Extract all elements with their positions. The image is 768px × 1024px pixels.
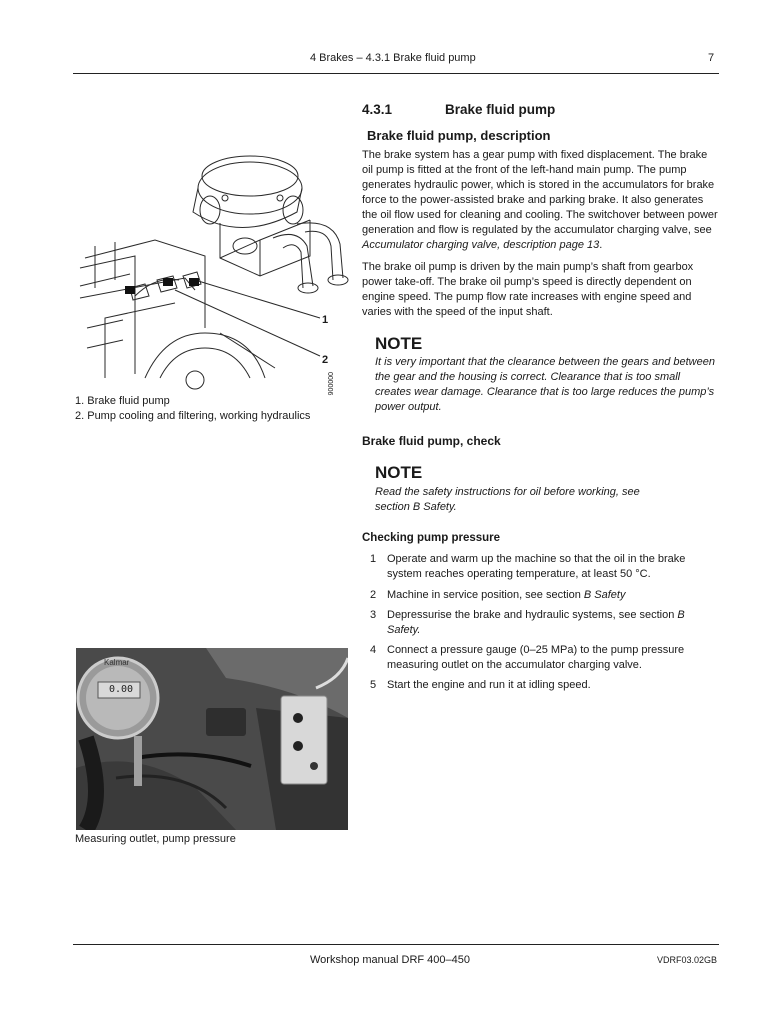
figure-id: 000006 [326, 372, 333, 396]
note2-title: NOTE [375, 463, 423, 482]
step-1 [370, 552, 718, 584]
gauge-display: 0.00 [109, 684, 134, 695]
step-1-text: Operate and warm up the machine so that the oil in the brake system reaches operating temperature, at least 50 °C. [387, 553, 686, 580]
section-title: Brake fluid pump [445, 102, 556, 117]
footer-rule [73, 944, 719, 945]
step-3-text-wrap [387, 608, 687, 638]
note1-title: NOTE [375, 334, 423, 353]
footer-title: Workshop manual DRF 400–450 [310, 954, 470, 966]
section-number: 4.3.1 [362, 102, 393, 117]
step-5 [370, 678, 718, 694]
step-2-ref[interactable]: B Safety [583, 589, 626, 601]
step-5-number: 5 [370, 679, 377, 691]
description-para-2: The brake oil pump is driven by the main pump’s shaft from gearbox power take-off. The brake oil pump’s speed is directly dependent on engine speed. The pump flow rate increases with engine speed and varies with the speed of the input shaft. [362, 261, 694, 318]
step-2-number: 2 [370, 589, 377, 601]
step-5-text: Start the engine and run it at idling speed. [387, 679, 591, 691]
step-1-number: 1 [370, 553, 377, 565]
header-section-path: 4 Brakes – 4.3.1 Brake fluid pump [310, 52, 476, 64]
description-heading: Brake fluid pump, description [367, 128, 551, 143]
pressure-heading: Checking pump pressure [362, 532, 501, 544]
step-3-number: 3 [370, 609, 377, 621]
pressure-gauge-photo [76, 648, 348, 830]
description-para-1-end: . [599, 239, 603, 251]
brake-pump-illustration [75, 128, 350, 396]
step-4-number: 4 [370, 644, 377, 656]
callout-2: 2 [322, 354, 329, 366]
step-2-text-wrap [387, 588, 717, 603]
step-3-ref[interactable]: B Safety. [387, 609, 685, 636]
step-3 [370, 608, 718, 640]
step-3-text: Depressurise the brake and hydraulic systems, see section [387, 609, 678, 621]
description-para-1-text: The brake system has a gear pump with fixed displacement. The brake oil pump is fitted at the front of the left-hand main pump. The pump generates hydraulic power, which is stored in the accumulators for brake force to the power-assisted brake and parking brake. It also generates the oil flow used for cleaning and cooling. The switchover between power generation and flow is regulated by the accumulator charging valve, see [362, 149, 718, 236]
step-2 [370, 588, 718, 604]
note1-text: It is very important that the clearance between the gears and between the gear and the housing is correct. Clearance that is too small creates wear damage. Clearance that is too large reduces the pump’s power output. [375, 356, 715, 413]
figure1-caption-2: 2. Pump cooling and filtering, working hydraulics [75, 410, 311, 422]
step-4-text: Connect a pressure gauge (0–25 MPa) to the pump pressure measuring outlet on the accumulator charging valve. [387, 644, 685, 671]
description-para-1-ref[interactable]: Accumulator charging valve, description page 13 [362, 239, 600, 251]
step-2-text: Machine in service position, see section [387, 589, 584, 601]
header-page-number: 7 [708, 52, 715, 64]
photo-drawing [76, 648, 348, 830]
note2-text: Read the safety instructions for oil before working, see section B Safety. [375, 486, 640, 513]
footer-code: VDRF03.02GB [657, 955, 718, 965]
figure2-caption: Measuring outlet, pump pressure [75, 833, 236, 845]
step-4 [370, 643, 718, 675]
callout-1: 1 [322, 314, 329, 326]
description-para-1 [362, 148, 718, 253]
pump-drawing [75, 128, 350, 392]
gauge-brand: Kalmar [104, 658, 130, 667]
header-rule [73, 73, 719, 74]
figure1-caption-1: 1. Brake fluid pump [75, 395, 170, 407]
check-heading: Brake fluid pump, check [362, 434, 501, 448]
